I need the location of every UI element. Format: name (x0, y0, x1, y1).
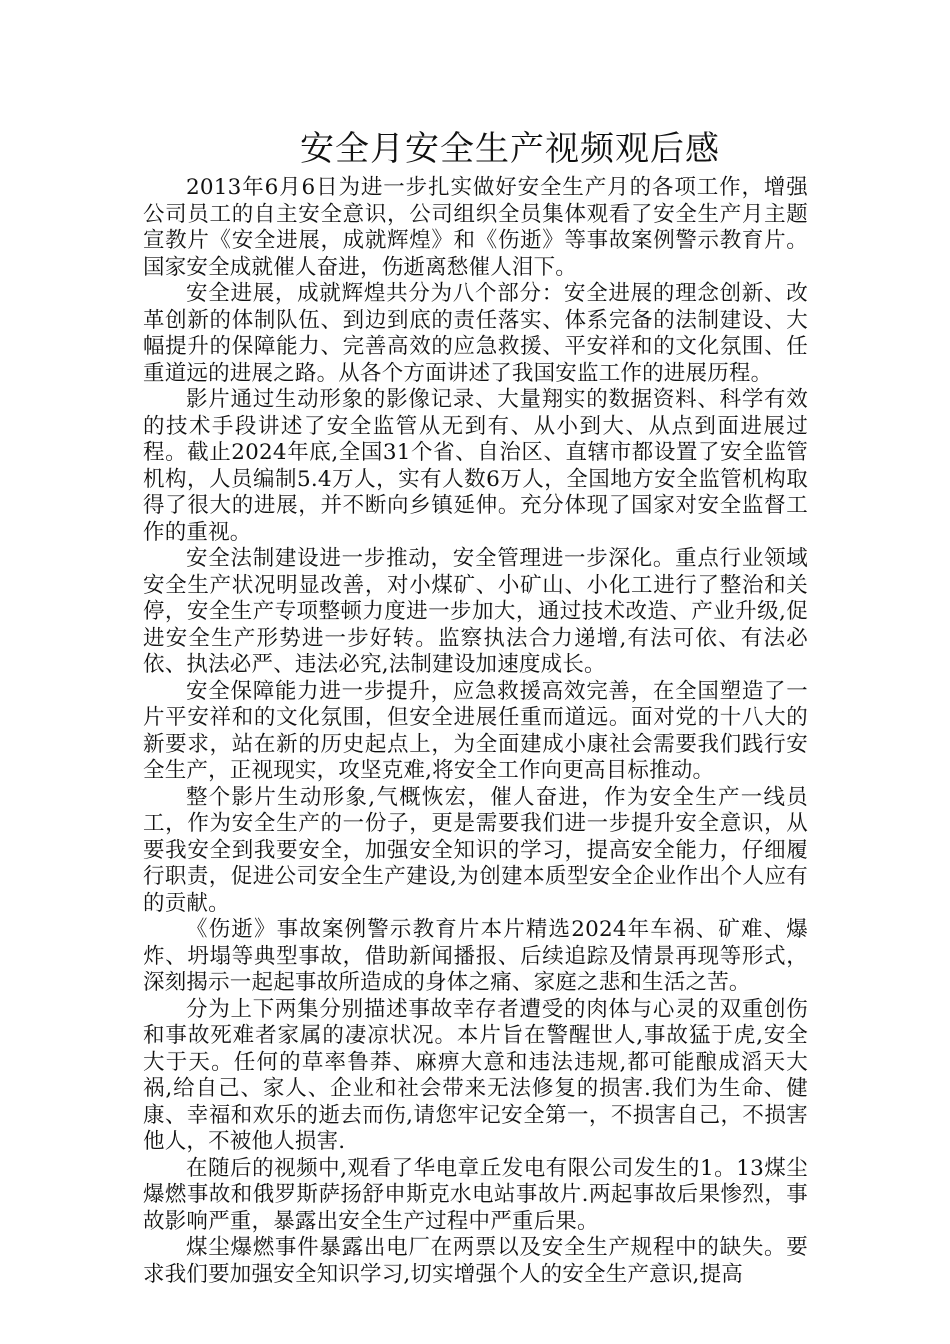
paragraph: 安全保障能力进一步提升，应急救援高效完善，在全国塑造了一片平安祥和的文化氛围，但安全进展任重而道远。面对党的十八大的新要求，站在新的历史起点上，为全面建成小康社会需要我们践行安全生产，正视现实，攻坚克难,将安全工作向更高目标推动。 (143, 678, 808, 783)
paragraph: 2013年6月6日为进一步扎实做好安全生产月的各项工作，增强公司员工的自主安全意识，公司组织全员集体观看了安全生产月主题宣教片《安全进展，成就辉煌》和《伤逝》等事故案例警示教育片。国家安全成就催人奋进，伤逝离愁催人泪下。 (143, 175, 808, 280)
paragraph: 整个影片生动形象,气概恢宏，催人奋进，作为安全生产一线员工，作为安全生产的一份子，更是需要我们进一步提升安全意识，从要我安全到我要安全，加强安全知识的学习，提高安全能力，仔细履行职责，促进公司安全生产建设,为创建本质型安全企业作出个人应有的贡献。 (143, 784, 808, 916)
document-body (143, 175, 808, 1288)
document-title: 安全月安全生产视频观后感 (300, 129, 720, 169)
paragraph: 影片通过生动形象的影像记录、大量翔实的数据资料、科学有效的技术手段讲述了安全监管从无到有、从小到大、从点到面进展过程。截止2024年底,全国31个省、自治区、直辖市都设置了安全监管机构，人员编制5.4万人，实有人数6万人，全国地方安全监管机构取得了很大的进展，并不断向乡镇延伸。充分体现了国家对安全监督工作的重视。 (143, 387, 808, 545)
paragraph: 《伤逝》事故案例警示教育片本片精选2024年车祸、矿难、爆炸、坍塌等典型事故，借助新闻播报、后续追踪及情景再现等形式，深刻揭示一起起事故所造成的身体之痛、家庭之悲和生活之苦。 (143, 917, 808, 995)
paragraph: 在随后的视频中,观看了华电章丘发电有限公司发生的1。13煤尘爆燃事故和俄罗斯萨扬舒申斯克水电站事故片.两起事故后果惨烈，事故影响严重，暴露出安全生产过程中严重后果。 (143, 1155, 808, 1234)
paragraph: 安全法制建设进一步推动，安全管理进一步深化。重点行业领域安全生产状况明显改善，对小煤矿、小矿山、小化工进行了整治和关停，安全生产专项整顿力度进一步加大，通过技术改造、产业升级,促进安全生产形势进一步好转。监察执法合力递增,有法可依、有法必依、执法必严、违法必究,法制建设加速度成长。 (143, 546, 808, 677)
paragraph: 煤尘爆燃事件暴露出电厂在两票以及安全生产规程中的缺失。要求我们要加强安全知识学习,切实增强个人的安全生产意识,提高 (143, 1235, 808, 1287)
paragraph: 安全进展，成就辉煌共分为八个部分：安全进展的理念创新、改革创新的体制队伍、到边到底的责任落实、体系完备的法制建设、大幅提升的保障能力、完善高效的应急救援、平安祥和的文化氛围、任重道远的进展之路。从各个方面讲述了我国安监工作的进展历程。 (143, 281, 808, 386)
paragraph: 分为上下两集分别描述事故幸存者遭受的肉体与心灵的双重创伤和事故死难者家属的凄凉状况。本片旨在警醒世人,事故猛于虎,安全大于天。任何的草率鲁莽、麻痹大意和违法违规,都可能酿成滔天大祸,给自己、家人、企业和社会带来无法修复的损害.我们为生命、健康、幸福和欢乐的逝去而伤,请您牢记安全第一，不损害自己，不损害他人，不被他人损害. (143, 996, 808, 1154)
